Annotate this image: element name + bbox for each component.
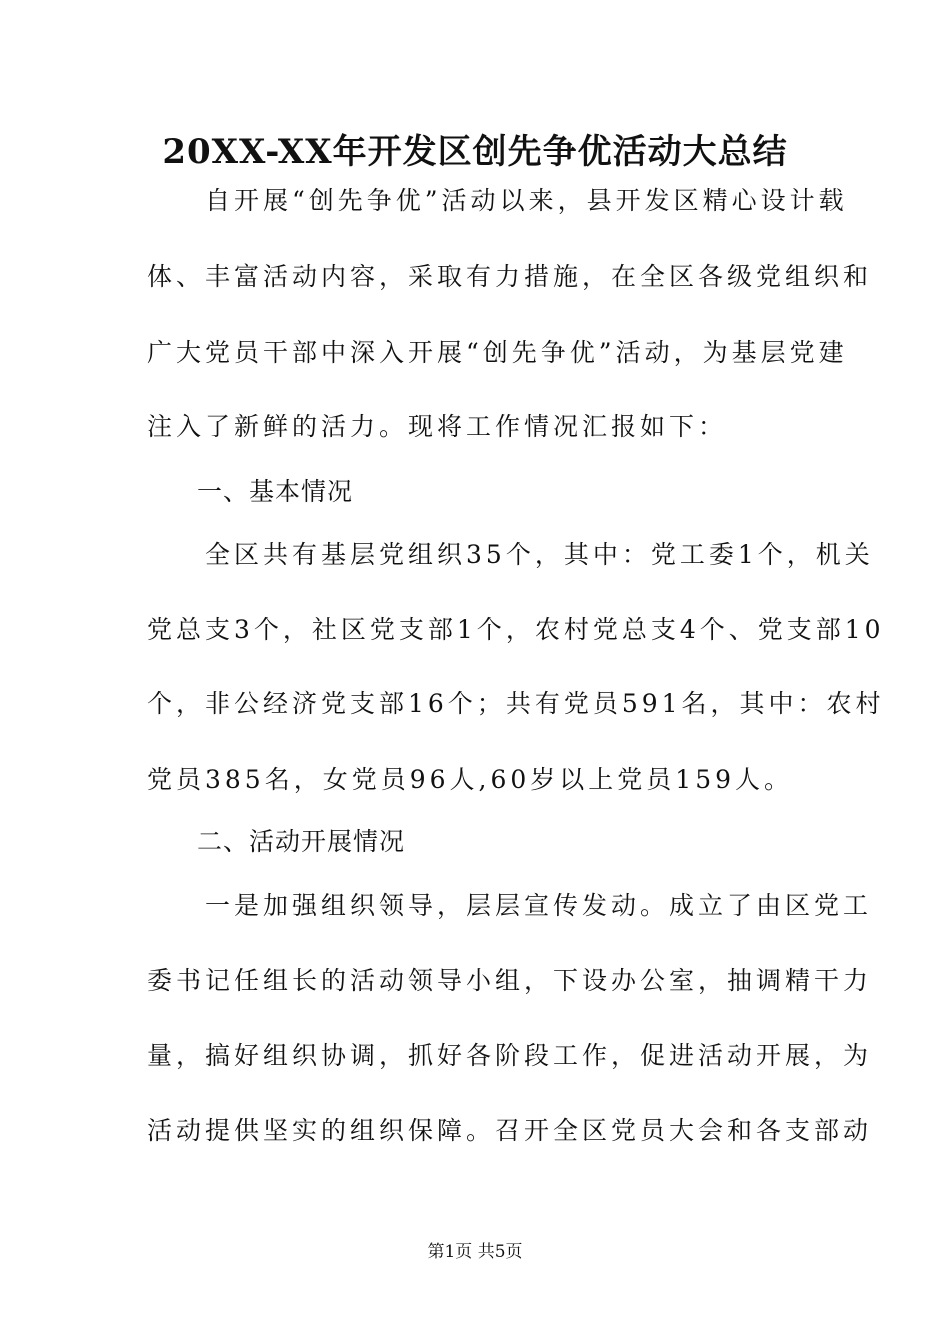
page-footer: 第1页 共5页	[427, 1242, 523, 1262]
section-heading-activities: 二、活动开展情况	[197, 827, 406, 856]
paragraph-line: 体、丰富活动内容，采取有力措施，在全区各级党组织和	[147, 262, 873, 291]
paragraph-line: 个，非公经济党支部16个；共有党员591名，其中：农村	[147, 689, 885, 718]
section-heading-basic: 一、基本情况	[197, 477, 354, 506]
paragraph-line: 自开展“创先争优”活动以来，县开发区精心设计载	[147, 186, 848, 215]
paragraph-line: 量，搞好组织协调，抓好各阶段工作，促进活动开展，为	[147, 1041, 873, 1070]
document-title: 20XX-XX年开发区创先争优活动大总结	[162, 132, 788, 172]
paragraph-line: 党员385名，女党员96人,60岁以上党员159人。	[147, 765, 794, 794]
paragraph-line: 广大党员干部中深入开展“创先争优”活动，为基层党建	[147, 338, 848, 367]
paragraph-line: 党总支3个，社区党支部1个，农村党总支4个、党支部10	[147, 615, 885, 644]
paragraph-line: 一是加强组织领导，层层宣传发动。成立了由区党工	[147, 891, 873, 920]
paragraph-line: 活动提供坚实的组织保障。召开全区党员大会和各支部动	[147, 1116, 873, 1145]
paragraph-line: 注入了新鲜的活力。现将工作情况汇报如下：	[147, 412, 728, 441]
paragraph-line: 全区共有基层党组织35个，其中：党工委1个，机关	[147, 540, 874, 569]
paragraph-line: 委书记任组长的活动领导小组，下设办公室，抽调精干力	[147, 966, 873, 995]
